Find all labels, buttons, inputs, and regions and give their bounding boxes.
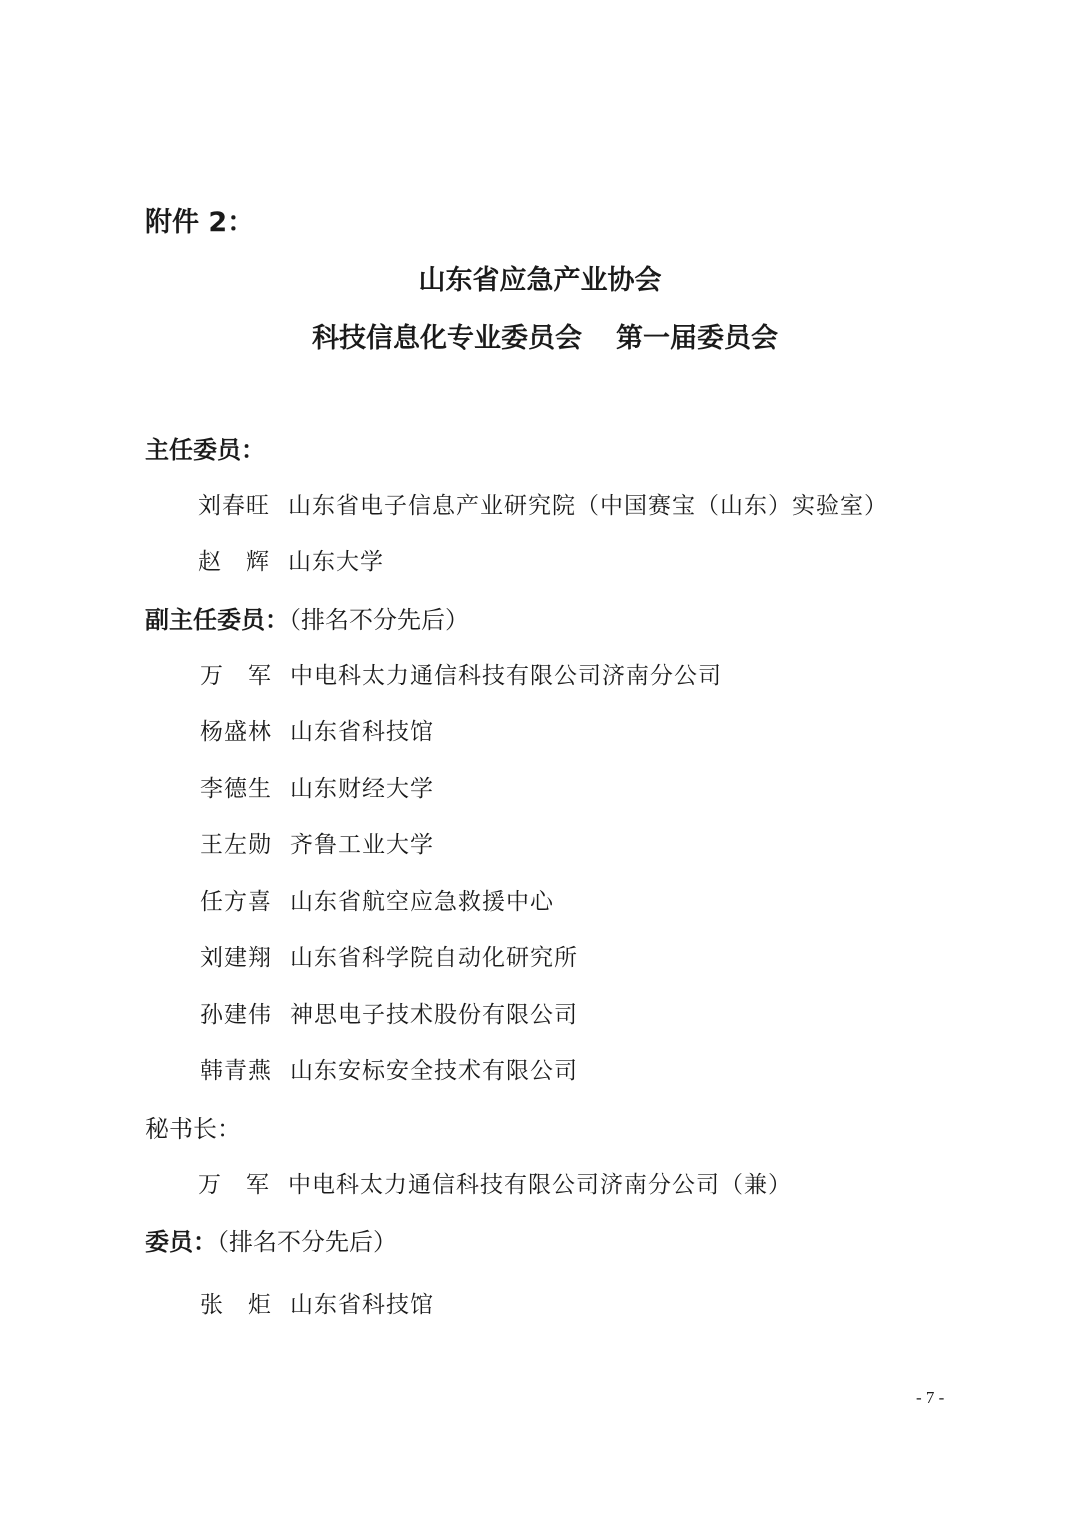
page-number: - 7 - — [916, 1388, 945, 1407]
member-org: 山东省电子信息产业研究院（中国赛宝（山东）实验室） — [288, 493, 888, 519]
member-entry — [200, 1286, 434, 1319]
member-name: 李德生 — [200, 776, 272, 802]
member-name: 刘春旺 — [198, 493, 270, 519]
member-entry — [200, 1052, 578, 1085]
member-org: 山东安标安全技术有限公司 — [290, 1058, 578, 1084]
member-entry — [198, 487, 888, 520]
member-org: 山东省科技馆 — [290, 719, 434, 745]
member-name: 任方喜 — [200, 889, 272, 915]
member-entry — [198, 543, 384, 576]
section-heading-committee: 委员：（排名不分先后） — [145, 1228, 397, 1256]
member-org: 中电科太力通信科技有限公司济南分公司（兼） — [288, 1172, 792, 1198]
member-entry — [200, 883, 554, 916]
member-org: 山东省科技馆 — [290, 1292, 434, 1318]
member-org: 齐鲁工业大学 — [290, 832, 434, 858]
member-org: 中电科太力通信科技有限公司济南分公司 — [290, 663, 722, 689]
member-entry — [200, 770, 434, 803]
member-org: 山东财经大学 — [290, 776, 434, 802]
member-entry — [200, 996, 578, 1029]
member-name: 杨盛林 — [200, 719, 272, 745]
title-committee-name: 科技信息化专业委员会 — [312, 323, 582, 354]
member-name: 赵 辉 — [198, 549, 270, 575]
section-heading-deputy: 副主任委员：（排名不分先后） — [145, 606, 469, 634]
member-name: 万 军 — [200, 663, 272, 689]
document-title-line2 — [0, 316, 1080, 355]
member-name: 万 军 — [198, 1172, 270, 1198]
member-name: 孙建伟 — [200, 1002, 272, 1028]
title-term: 第一届委员会 — [616, 323, 778, 354]
member-name: 张 炬 — [200, 1292, 272, 1318]
member-name: 王左勋 — [200, 832, 272, 858]
member-org: 山东省科学院自动化研究所 — [290, 945, 578, 971]
member-org: 神思电子技术股份有限公司 — [290, 1002, 578, 1028]
member-entry — [200, 713, 434, 746]
member-entry — [200, 939, 578, 972]
section-note: （排名不分先后） — [289, 606, 469, 634]
member-org: 山东大学 — [288, 549, 384, 575]
member-entry — [198, 1166, 792, 1199]
member-name: 刘建翔 — [200, 945, 272, 971]
member-name: 韩青燕 — [200, 1058, 272, 1084]
member-org: 山东省航空应急救援中心 — [290, 889, 554, 915]
member-entry — [200, 657, 722, 690]
document-title-line1: 山东省应急产业协会 — [418, 265, 662, 296]
member-entry — [200, 826, 434, 859]
section-heading-director: 主任委员： — [145, 436, 265, 464]
attachment-label: 附件 2： — [145, 207, 255, 238]
section-note: （排名不分先后） — [217, 1228, 397, 1256]
section-heading-secretary: 秘书长： — [145, 1115, 241, 1143]
